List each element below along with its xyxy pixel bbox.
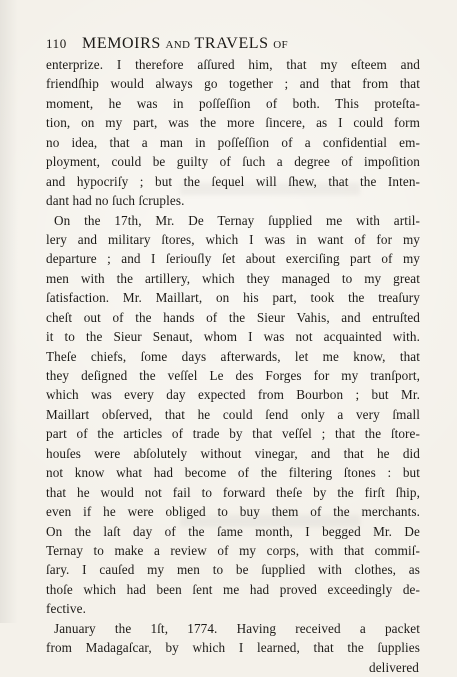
text-line: tion, on my part, was the more ſincere, as I could form	[46, 115, 420, 131]
running-title-of: OF	[273, 39, 288, 51]
running-title-part2: TRAVELS	[194, 35, 269, 52]
text-line: they deſigned the veſſel Le des Forges for my tranſport,	[46, 368, 420, 383]
text-line: ſatisfaction. Mr. Maillart, on his part, took the treaſury	[46, 290, 420, 306]
text-line: departure ; and I ſeriouſly ſet about exerciſing part of my	[46, 251, 420, 267]
text-line: and hypocriſy ; but the ſequel will ſhew, that the Inten-	[46, 173, 420, 189]
text-line: part of the articles of trade by that veſſel ; that the ſtore-	[46, 426, 420, 442]
text-line: ſary. I cauſed my men to be ſupplied with clothes, as	[46, 562, 420, 578]
text-line: even if he were obliged to buy them of the merchants.	[46, 504, 420, 520]
text-line: lery and military ſtores, which I was in want of for my	[46, 231, 420, 247]
running-title-and: AND	[165, 39, 191, 51]
body-text	[46, 55, 420, 677]
text-line: On the laſt day of the ſame month, I begged Mr. De	[46, 523, 420, 539]
text-line: Ternay to make a review of my corps, with that commiſ-	[46, 542, 420, 558]
text-line: no idea, that a man in poſſeſſion of a confidential em-	[46, 134, 420, 150]
running-title	[82, 35, 288, 53]
text-line: Theſe chiefs, ſome days afterwards, let me know, that	[46, 348, 420, 364]
text-line: which was every day expected from Bourbon ; but Mr.	[46, 387, 420, 403]
text-line: moment, he was in poſſeſſion of both. This proteſta-	[46, 95, 420, 111]
text-line: houſes were abſolutely without vinegar, and that he did	[46, 445, 420, 461]
text-line: enterprize. I therefore aſſured him, that my eſteem and	[46, 57, 420, 72]
text-line: January the 1ſt, 1774. Having received a packet	[54, 620, 420, 636]
text-line: Maillart obſerved, that he could ſend only a very ſmall	[46, 406, 420, 422]
text-line: On the 17th, Mr. De Ternay ſupplied me with artil-	[54, 212, 420, 228]
text-line: men with the artillery, which they managed to my great	[46, 270, 420, 286]
page-number: 110	[46, 36, 67, 51]
text-line: from Madagaſcar, by which I learned, that the ſupplies	[46, 640, 420, 656]
text-line: not know what had become of the filtering ſtones : but	[46, 465, 420, 481]
text-line: thoſe which had been ſent me had proved exceedingly de-	[46, 581, 420, 597]
text-line: it to the Sieur Senaut, whom I was not acquainted with.	[46, 329, 420, 345]
catchword: delivered	[369, 659, 419, 675]
running-title-part1: MEMOIRS	[82, 35, 161, 52]
text-line: dant had no ſuch ſcruples.	[46, 193, 185, 209]
text-line: friendſhip would always go together ; and that from that	[46, 76, 420, 92]
text-line: fective.	[46, 601, 86, 617]
text-line: that he would not fail to forward theſe by the firſt ſhip,	[46, 484, 420, 500]
text-line: ployment, could be guilty of ſuch a degree of impoſition	[46, 154, 420, 170]
text-line: cheſt out of the hands of the Sieur Vahis, and entruſted	[46, 309, 420, 325]
